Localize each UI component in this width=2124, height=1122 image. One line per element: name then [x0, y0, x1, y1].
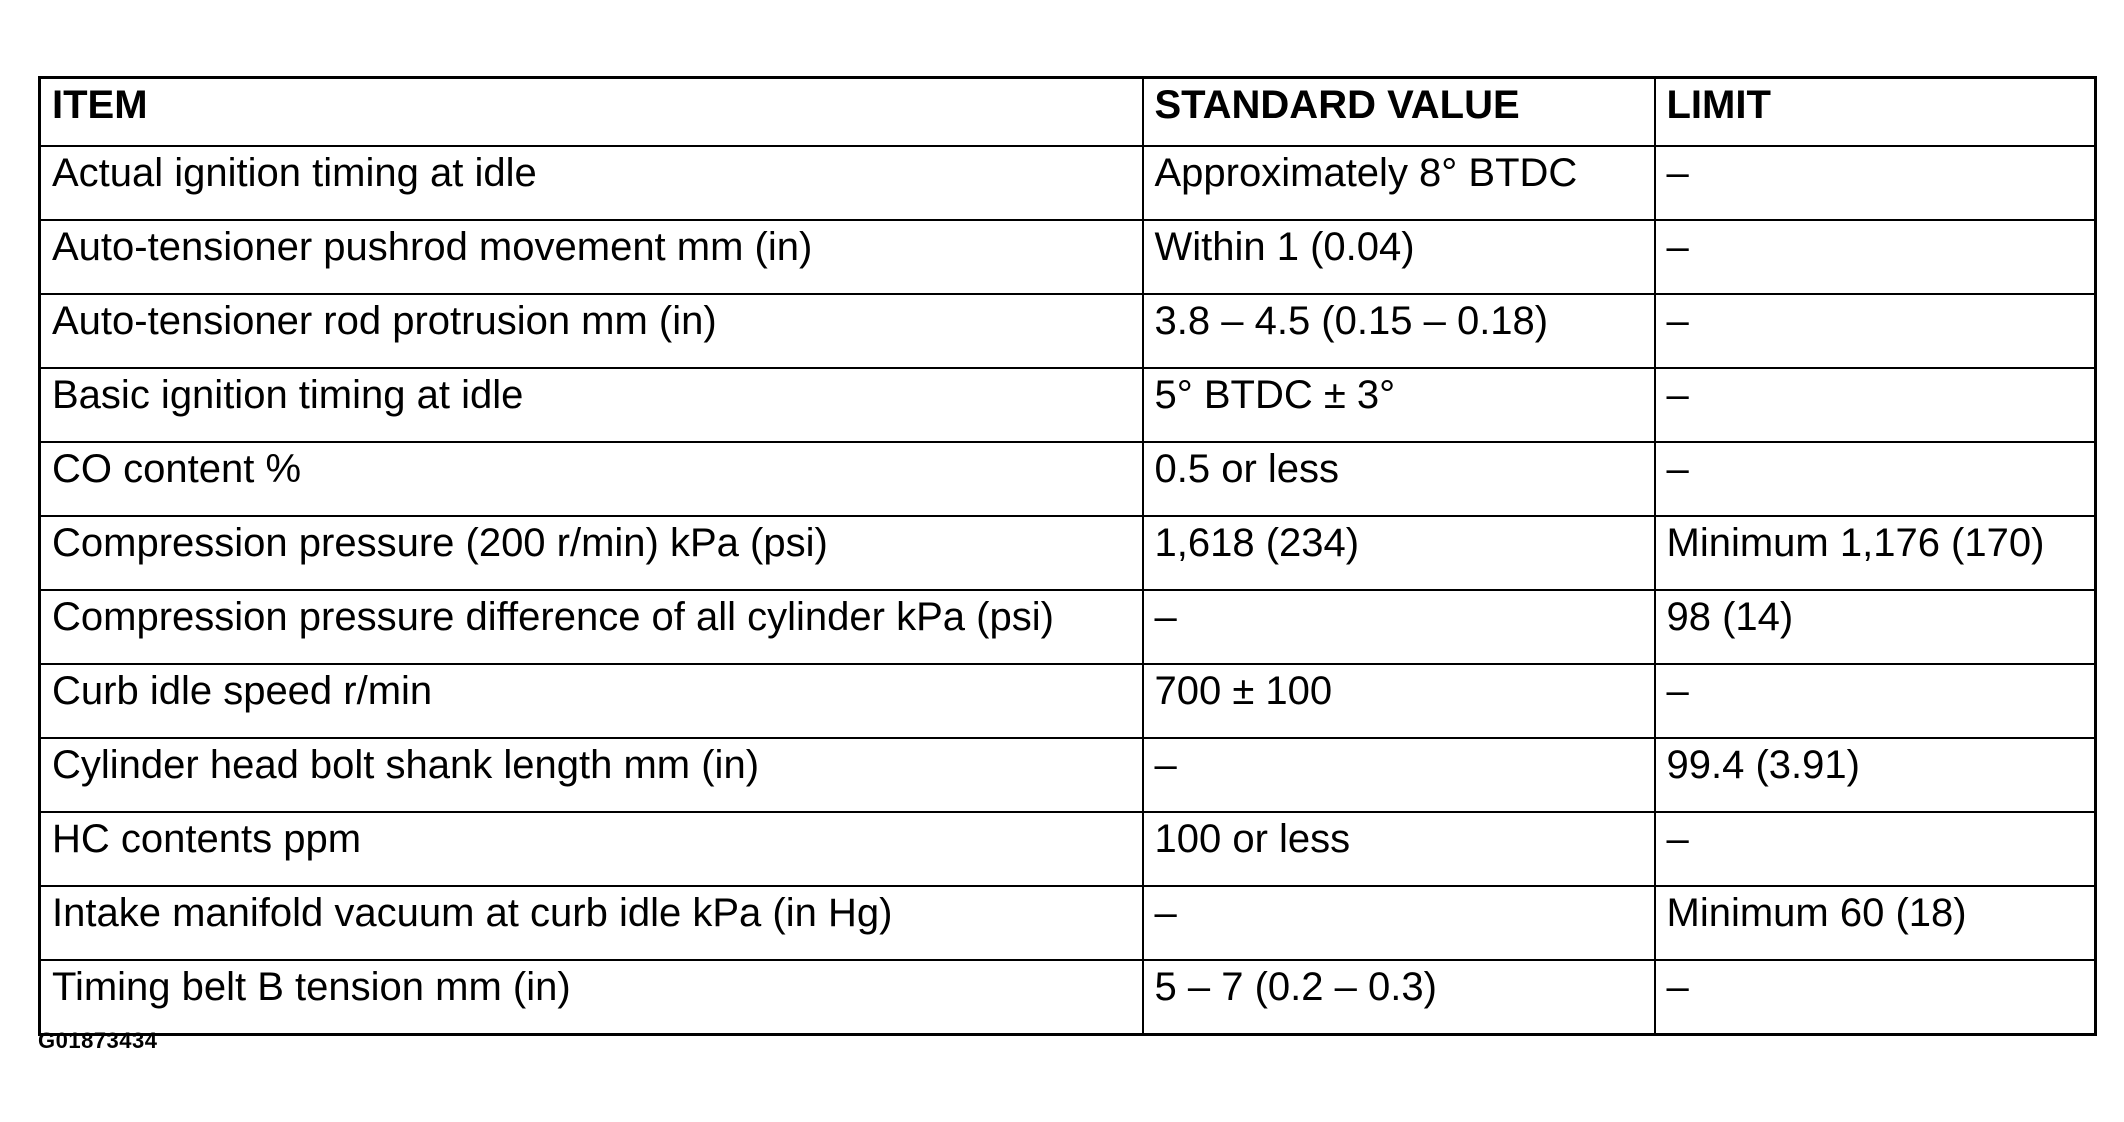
limit-cell: 99.4 (3.91): [1655, 738, 2096, 812]
standard-value-cell: –: [1143, 738, 1655, 812]
item-cell: Actual ignition timing at idle: [40, 146, 1143, 220]
limit-cell: Minimum 60 (18): [1655, 886, 2096, 960]
standard-value-cell: –: [1143, 886, 1655, 960]
standard-value-cell: 100 or less: [1143, 812, 1655, 886]
specifications-table: [38, 76, 2097, 1036]
item-cell: Auto-tensioner rod protrusion mm (in): [40, 294, 1143, 368]
limit-cell: –: [1655, 368, 2096, 442]
item-cell: Timing belt B tension mm (in): [40, 960, 1143, 1035]
item-cell: Compression pressure difference of all cylinder kPa (psi): [40, 590, 1143, 664]
table-row: [40, 516, 2096, 590]
item-cell: Cylinder head bolt shank length mm (in): [40, 738, 1143, 812]
table-row: [40, 294, 2096, 368]
table-header-row: [40, 78, 2096, 147]
standard-value-cell: Approximately 8° BTDC: [1143, 146, 1655, 220]
item-cell: HC contents ppm: [40, 812, 1143, 886]
limit-cell: Minimum 1,176 (170): [1655, 516, 2096, 590]
table-row: [40, 664, 2096, 738]
limit-cell: –: [1655, 442, 2096, 516]
table-row: [40, 146, 2096, 220]
standard-value-cell: 5 – 7 (0.2 – 0.3): [1143, 960, 1655, 1035]
item-cell: Intake manifold vacuum at curb idle kPa (in Hg): [40, 886, 1143, 960]
column-header-item: ITEM: [40, 78, 1143, 147]
column-header-limit: LIMIT: [1655, 78, 2096, 147]
table-row: [40, 368, 2096, 442]
item-cell: Compression pressure (200 r/min) kPa (psi): [40, 516, 1143, 590]
column-header-standard-value: STANDARD VALUE: [1143, 78, 1655, 147]
standard-value-cell: 1,618 (234): [1143, 516, 1655, 590]
limit-cell: –: [1655, 960, 2096, 1035]
limit-cell: –: [1655, 220, 2096, 294]
limit-cell: 98 (14): [1655, 590, 2096, 664]
table-row: [40, 590, 2096, 664]
standard-value-cell: 0.5 or less: [1143, 442, 1655, 516]
standard-value-cell: 3.8 – 4.5 (0.15 – 0.18): [1143, 294, 1655, 368]
table-row: [40, 812, 2096, 886]
item-cell: Auto-tensioner pushrod movement mm (in): [40, 220, 1143, 294]
limit-cell: –: [1655, 664, 2096, 738]
table-row: [40, 220, 2096, 294]
standard-value-cell: –: [1143, 590, 1655, 664]
limit-cell: –: [1655, 812, 2096, 886]
limit-cell: –: [1655, 146, 2096, 220]
item-cell: CO content %: [40, 442, 1143, 516]
table-row: [40, 960, 2096, 1035]
table-row: [40, 886, 2096, 960]
table-row: [40, 738, 2096, 812]
item-cell: Curb idle speed r/min: [40, 664, 1143, 738]
standard-value-cell: Within 1 (0.04): [1143, 220, 1655, 294]
standard-value-cell: 5° BTDC ± 3°: [1143, 368, 1655, 442]
table-row: [40, 442, 2096, 516]
item-cell: Basic ignition timing at idle: [40, 368, 1143, 442]
limit-cell: –: [1655, 294, 2096, 368]
standard-value-cell: 700 ± 100: [1143, 664, 1655, 738]
figure-id: G01873434: [38, 1028, 158, 1053]
